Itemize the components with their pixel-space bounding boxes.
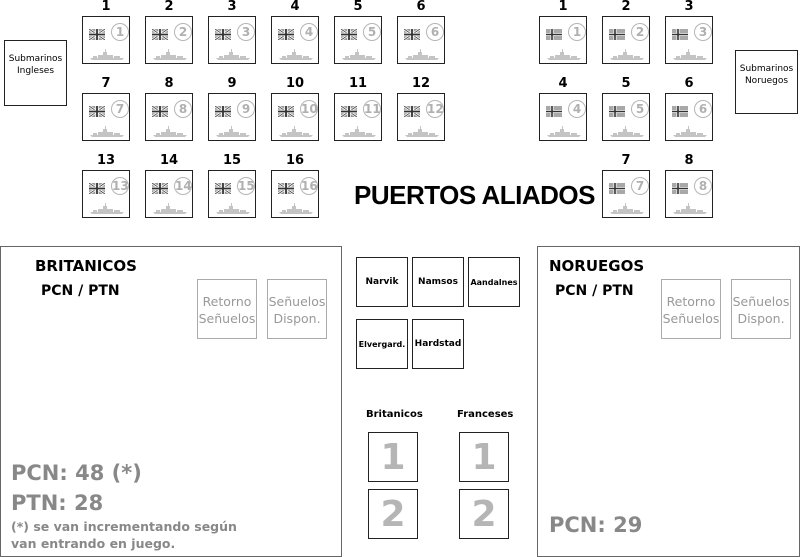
ship-silhouette-icon <box>546 46 582 58</box>
norwegian-sub-slot-3[interactable] <box>665 16 713 64</box>
slot-number-marker: 5 <box>631 100 649 118</box>
ship-silhouette-icon <box>152 46 188 58</box>
slot-number-marker: 7 <box>631 177 649 195</box>
port-narvik[interactable] <box>356 257 408 307</box>
noruegos-decoy-available-box[interactable] <box>731 279 791 339</box>
norwegian-sub-number-label: 5 <box>621 76 631 91</box>
slot-number-marker: 9 <box>237 100 255 118</box>
ship-silhouette-icon <box>546 123 582 135</box>
ship-silhouette-icon <box>152 200 188 212</box>
norway-flag-icon <box>672 25 688 36</box>
britanicos-force-box-2[interactable] <box>368 489 418 539</box>
union-jack-icon <box>215 102 231 113</box>
slot-number-marker: 16 <box>301 179 318 193</box>
port-label: Aandalnes <box>470 277 518 287</box>
british-sub-number-label: 5 <box>353 0 363 14</box>
franceses-forces-label: Franceses <box>457 409 514 420</box>
slot-number-marker: 6 <box>694 100 712 118</box>
british-sub-number-label: 1 <box>101 0 111 14</box>
norwegian-sub-number-label: 3 <box>684 0 694 14</box>
british-sub-number-label: 3 <box>227 0 237 14</box>
slot-number-marker: 3 <box>694 23 712 41</box>
slot-number-marker: 1 <box>568 23 586 41</box>
slot-number-marker: 10 <box>301 102 318 116</box>
british-subs-label-box <box>4 40 67 106</box>
british-sub-slot-5[interactable] <box>334 16 382 64</box>
norwegian-sub-number-label: 7 <box>621 153 631 168</box>
ship-silhouette-icon <box>278 200 314 212</box>
britanicos-note: (*) se van incrementando según van entrando en juego. <box>11 519 237 551</box>
franceses-force-box-2[interactable] <box>459 489 509 539</box>
british-sub-slot-8[interactable] <box>145 93 193 141</box>
ship-silhouette-icon <box>89 46 125 58</box>
british-sub-slot-9[interactable] <box>208 93 256 141</box>
norwegian-sub-number-label: 8 <box>684 153 694 168</box>
port-label: Narvik <box>365 277 399 287</box>
norway-flag-icon <box>672 102 688 113</box>
port-label: Hardstad <box>414 339 462 349</box>
norwegian-sub-number-label: 1 <box>558 0 568 14</box>
norwegian-sub-slot-2[interactable] <box>602 16 650 64</box>
britanicos-forces-label: Britanicos <box>366 409 423 420</box>
britanicos-decoy-available-box[interactable] <box>267 279 327 339</box>
british-sub-number-label: 14 <box>159 153 179 168</box>
british-sub-slot-15[interactable] <box>208 170 256 218</box>
union-jack-icon <box>341 102 357 113</box>
ship-silhouette-icon <box>341 123 377 135</box>
noruegos-pcn-ptn-label: PCN / PTN <box>555 283 634 299</box>
ship-silhouette-icon <box>609 46 645 58</box>
britanicos-pcn-value: PCN: 48 (*) <box>11 461 142 485</box>
norwegian-subs-label-box <box>735 50 798 114</box>
british-sub-slot-14[interactable] <box>145 170 193 218</box>
british-sub-slot-12[interactable] <box>397 93 445 141</box>
norwegian-sub-slot-8[interactable] <box>665 170 713 218</box>
port-aandalnes[interactable] <box>468 257 520 307</box>
ship-silhouette-icon <box>672 200 708 212</box>
franceses-force-box-1[interactable] <box>459 432 509 482</box>
british-sub-slot-3[interactable] <box>208 16 256 64</box>
ship-silhouette-icon <box>89 200 125 212</box>
ship-silhouette-icon <box>341 46 377 58</box>
union-jack-icon <box>89 102 105 113</box>
noruegos-panel <box>537 246 800 557</box>
british-sub-number-label: 15 <box>222 153 242 168</box>
decoy-return-label: Retorno Señuelos <box>198 294 256 326</box>
ship-silhouette-icon <box>404 46 440 58</box>
union-jack-icon <box>89 25 105 36</box>
slot-number-marker: 8 <box>694 177 712 195</box>
norwegian-sub-slot-5[interactable] <box>602 93 650 141</box>
ship-silhouette-icon <box>278 123 314 135</box>
port-elvergard[interactable] <box>356 319 408 369</box>
british-sub-number-label: 11 <box>348 76 368 91</box>
british-sub-number-label: 7 <box>101 76 111 91</box>
slot-number-marker: 3 <box>237 23 255 41</box>
port-hardstad[interactable] <box>412 319 464 369</box>
british-sub-slot-1[interactable] <box>82 16 130 64</box>
british-sub-number-label: 10 <box>285 76 305 91</box>
decoy-return-label: Retorno Señuelos <box>662 294 720 326</box>
britanicos-decoy-return-box[interactable] <box>197 279 257 339</box>
noruegos-title: NORUEGOS <box>549 257 645 275</box>
slot-number-marker: 12 <box>427 102 444 116</box>
slot-number-marker: 8 <box>174 100 192 118</box>
british-sub-slot-11[interactable] <box>334 93 382 141</box>
ship-silhouette-icon <box>89 123 125 135</box>
ship-silhouette-icon <box>215 200 251 212</box>
decoy-available-label: Señuelos Dispon. <box>732 294 790 326</box>
ship-silhouette-icon <box>152 123 188 135</box>
british-sub-slot-7[interactable] <box>82 93 130 141</box>
british-sub-number-label: 13 <box>96 153 116 168</box>
noruegos-pcn-value: PCN: 29 <box>549 513 643 537</box>
british-sub-number-label: 8 <box>164 76 174 91</box>
british-sub-slot-10[interactable] <box>271 93 319 141</box>
ship-silhouette-icon <box>215 46 251 58</box>
britanicos-force-box-1[interactable] <box>368 432 418 482</box>
british-subs-label: Submarinos Ingleses <box>8 54 63 76</box>
norwegian-sub-number-label: 4 <box>558 76 568 91</box>
union-jack-icon <box>89 179 105 190</box>
port-label: Elvergard. <box>358 339 406 349</box>
norway-flag-icon <box>609 179 625 190</box>
union-jack-icon <box>152 25 168 36</box>
port-namsos[interactable] <box>412 257 464 307</box>
ship-silhouette-icon <box>672 123 708 135</box>
slot-number-marker: 5 <box>363 23 381 41</box>
norwegian-sub-slot-7[interactable] <box>602 170 650 218</box>
ship-silhouette-icon <box>609 200 645 212</box>
ship-silhouette-icon <box>215 123 251 135</box>
slot-number-marker: 4 <box>568 100 586 118</box>
britanicos-title: BRITANICOS <box>35 257 137 275</box>
union-jack-icon <box>278 102 294 113</box>
noruegos-decoy-return-box[interactable] <box>661 279 721 339</box>
british-sub-slot-6[interactable] <box>397 16 445 64</box>
union-jack-icon <box>215 25 231 36</box>
union-jack-icon <box>404 102 420 113</box>
force-number: 1 <box>380 436 406 478</box>
ship-silhouette-icon <box>404 123 440 135</box>
allied-ports-title: PUERTOS ALIADOS <box>354 180 595 210</box>
norwegian-sub-number-label: 6 <box>684 76 694 91</box>
force-number: 1 <box>471 436 497 478</box>
force-number: 2 <box>380 493 406 535</box>
british-sub-slot-13[interactable] <box>82 170 130 218</box>
norwegian-sub-number-label: 2 <box>621 0 631 14</box>
union-jack-icon <box>278 25 294 36</box>
slot-number-marker: 15 <box>238 179 255 193</box>
union-jack-icon <box>152 179 168 190</box>
slot-number-marker: 2 <box>631 23 649 41</box>
norway-flag-icon <box>609 25 625 36</box>
force-number: 2 <box>471 493 497 535</box>
slot-number-marker: 14 <box>175 179 192 193</box>
british-sub-number-label: 6 <box>416 0 426 14</box>
ship-silhouette-icon <box>609 123 645 135</box>
british-sub-number-label: 16 <box>285 153 305 168</box>
british-sub-number-label: 4 <box>290 0 300 14</box>
british-sub-slot-2[interactable] <box>145 16 193 64</box>
slot-number-marker: 4 <box>300 23 318 41</box>
british-sub-slot-4[interactable] <box>271 16 319 64</box>
norway-flag-icon <box>546 25 562 36</box>
decoy-available-label: Señuelos Dispon. <box>268 294 326 326</box>
britanicos-pcn-ptn-label: PCN / PTN <box>41 283 120 299</box>
norway-flag-icon <box>672 179 688 190</box>
british-sub-number-label: 2 <box>164 0 174 14</box>
union-jack-icon <box>404 25 420 36</box>
slot-number-marker: 2 <box>174 23 192 41</box>
slot-number-marker: 13 <box>112 179 129 193</box>
slot-number-marker: 7 <box>111 100 129 118</box>
norwegian-sub-slot-1[interactable] <box>539 16 587 64</box>
norwegian-sub-slot-6[interactable] <box>665 93 713 141</box>
norway-flag-icon <box>546 102 562 113</box>
british-sub-number-label: 9 <box>227 76 237 91</box>
slot-number-marker: 1 <box>111 23 129 41</box>
union-jack-icon <box>215 179 231 190</box>
norwegian-sub-slot-4[interactable] <box>539 93 587 141</box>
slot-number-marker: 6 <box>426 23 444 41</box>
britanicos-panel <box>0 246 342 557</box>
port-label: Namsos <box>418 277 458 287</box>
britanicos-ptn-value: PTN: 28 <box>11 491 104 515</box>
slot-number-marker: 11 <box>364 102 381 116</box>
british-sub-number-label: 12 <box>411 76 431 91</box>
ship-silhouette-icon <box>278 46 314 58</box>
union-jack-icon <box>341 25 357 36</box>
british-sub-slot-16[interactable] <box>271 170 319 218</box>
norway-flag-icon <box>609 102 625 113</box>
union-jack-icon <box>152 102 168 113</box>
ship-silhouette-icon <box>672 46 708 58</box>
norwegian-subs-label: Submarinos Noruegos <box>739 64 794 86</box>
union-jack-icon <box>278 179 294 190</box>
